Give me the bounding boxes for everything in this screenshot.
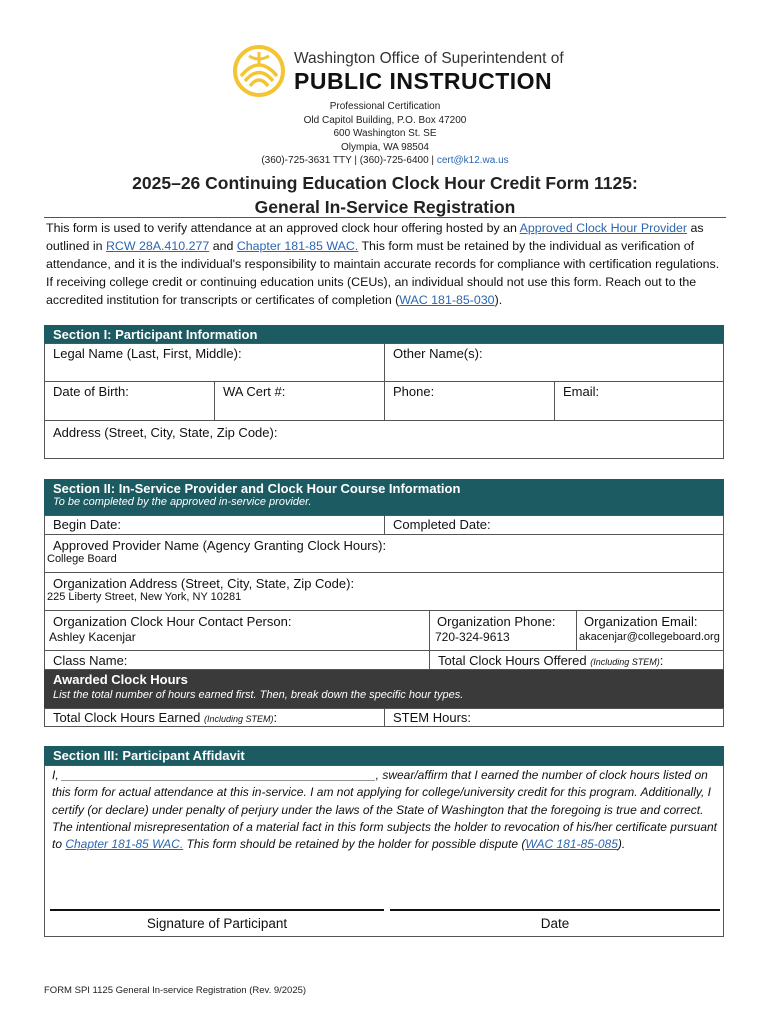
provider-name-value: College Board bbox=[47, 553, 117, 565]
phone-text: (360)-725-3631 TTY | (360)-725-6400 | bbox=[261, 155, 437, 166]
date-label: Date bbox=[540, 916, 570, 931]
intro-text: and bbox=[209, 239, 237, 253]
affidavit-text bbox=[52, 767, 720, 853]
rcw-link[interactable]: RCW 28A.410.277 bbox=[105, 239, 210, 253]
awarded-clock-hours-heading bbox=[44, 670, 724, 708]
section2-subtitle: To be completed by the approved in-service provider. bbox=[53, 496, 312, 508]
address-line: 600 Washington St. SE bbox=[333, 128, 437, 139]
total-hours-earned-field[interactable] bbox=[44, 708, 385, 727]
cert-email-link[interactable]: cert@k12.wa.us bbox=[436, 155, 509, 166]
wa-cert-field[interactable]: WA Cert #: bbox=[214, 381, 385, 421]
section2-title: Section II: In-Service Provider and Clock Hour Course Information bbox=[53, 481, 461, 496]
phone-line bbox=[0, 154, 770, 168]
total-hours-offered-field[interactable] bbox=[429, 650, 724, 670]
begin-date-field[interactable]: Begin Date: bbox=[44, 515, 385, 535]
intro-paragraph bbox=[46, 219, 726, 309]
org-address-value: 225 Liberty Street, New York, NY 10281 bbox=[47, 591, 242, 603]
total-hours-earned-label: Total Clock Hours Earned bbox=[53, 710, 205, 725]
org-phone-label: Organization Phone: bbox=[437, 614, 556, 629]
org-address-field[interactable] bbox=[44, 572, 724, 611]
form-title-line1: 2025–26 Continuing Education Clock Hour Credit Form 1125: bbox=[132, 173, 638, 193]
intro-text: This form is used to verify attendance at an approved clock hour offering hosted by an bbox=[46, 221, 520, 235]
affidavit-body: I, _______________________________________________, swear/affirm that I earned the number of clock hours listed on this form for actual attendance at this in-service. I am not applying for college/university credit for this program. Additionally, I certify (or declare) under penalty of perjury under the laws of the State of Washington that the foregoing is true and correct. The intentional misrepresentation of a material fact in this form subjects the holder to revocation of his/her certificate pursuant to bbox=[52, 768, 718, 852]
contact-person-field[interactable] bbox=[44, 610, 430, 651]
approved-provider-link[interactable]: Approved Clock Hour Provider bbox=[519, 221, 688, 235]
intro-text: This form must be retained by the individual as verification of attendance, and it is the individual's responsibility to maintain accurate records for compliance with certification regulations. If receiving college credit or continuing education units (CEUs), an individual should not use this form. Reach out to the accredited institution for transcripts or certificates of completion ( bbox=[46, 239, 720, 307]
org-name-line2: PUBLIC INSTRUCTION bbox=[294, 68, 553, 94]
awarded-subtitle: List the total number of hours earned first. Then, break down the specific hour types. bbox=[53, 689, 464, 701]
form-title-line2: General In-Service Registration bbox=[254, 197, 516, 217]
title-divider bbox=[44, 217, 726, 218]
legal-name-field[interactable]: Legal Name (Last, First, Middle): bbox=[44, 343, 385, 382]
org-name-line1: Washington Office of Superintendent of bbox=[294, 50, 564, 67]
form-footer: FORM SPI 1125 General In-service Registration (Rev. 9/2025) bbox=[44, 985, 307, 996]
affidavit-body: ). bbox=[617, 837, 626, 852]
ospi-logo bbox=[232, 44, 564, 100]
org-address-label: Organization Address (Street, City, State, Zip Code): bbox=[53, 576, 355, 591]
org-phone-value: 720-324-9613 bbox=[435, 630, 510, 644]
wac-181-85-085-link[interactable]: WAC 181-85-085 bbox=[525, 837, 618, 852]
including-stem-note: (Including STEM) bbox=[590, 657, 660, 667]
intro-text: ). bbox=[494, 293, 503, 307]
form-title bbox=[0, 171, 770, 219]
phone-field[interactable]: Phone: bbox=[384, 381, 555, 421]
label-colon: : bbox=[273, 710, 278, 725]
awarded-title: Awarded Clock Hours bbox=[53, 672, 188, 687]
email-field[interactable]: Email: bbox=[554, 381, 724, 421]
contact-person-value: Ashley Kacenjar bbox=[49, 630, 136, 644]
including-stem-note: (Including STEM) bbox=[204, 714, 274, 724]
contact-address bbox=[0, 100, 770, 168]
completed-date-field[interactable]: Completed Date: bbox=[384, 515, 724, 535]
contact-person-label: Organization Clock Hour Contact Person: bbox=[53, 614, 292, 629]
stem-hours-field[interactable]: STEM Hours: bbox=[384, 708, 724, 727]
class-name-field[interactable]: Class Name: bbox=[44, 650, 430, 670]
total-hours-offered-label: Total Clock Hours Offered bbox=[438, 653, 591, 668]
address-field[interactable]: Address (Street, City, State, Zip Code): bbox=[44, 420, 724, 459]
ospi-logo-icon bbox=[232, 44, 286, 98]
section3-heading: Section III: Participant Affidavit bbox=[44, 746, 724, 765]
org-phone-field[interactable] bbox=[429, 610, 577, 651]
org-email-field[interactable] bbox=[576, 610, 724, 651]
date-line[interactable] bbox=[390, 909, 720, 911]
address-line: Old Capitol Building, P.O. Box 47200 bbox=[303, 114, 467, 126]
org-email-label: Organization Email: bbox=[584, 614, 698, 629]
address-line: Olympia, WA 98504 bbox=[340, 141, 429, 153]
section1-heading: Section I: Participant Information bbox=[44, 325, 724, 343]
label-colon: : bbox=[659, 653, 664, 668]
section2-heading bbox=[44, 479, 724, 515]
intro-text: as outlined in bbox=[46, 221, 704, 253]
dob-field[interactable]: Date of Birth: bbox=[44, 381, 215, 421]
org-email-value: akacenjar@collegeboard.org bbox=[579, 631, 720, 643]
wac-181-85-030-link[interactable]: WAC 181-85-030 bbox=[399, 293, 495, 307]
other-names-field[interactable]: Other Name(s): bbox=[384, 343, 724, 382]
affidavit-body: This form should be retained by the holder for possible dispute ( bbox=[183, 837, 526, 852]
signature-label: Signature of Participant bbox=[146, 916, 288, 931]
address-line: Professional Certification bbox=[329, 101, 441, 112]
chapter-181-85-link[interactable]: Chapter 181-85 WAC. bbox=[65, 837, 184, 852]
signature-line[interactable] bbox=[50, 909, 384, 911]
provider-name-field[interactable] bbox=[44, 534, 724, 573]
provider-name-label: Approved Provider Name (Agency Granting Clock Hours): bbox=[53, 538, 387, 553]
chapter-181-85-link[interactable]: Chapter 181-85 WAC. bbox=[236, 239, 359, 253]
